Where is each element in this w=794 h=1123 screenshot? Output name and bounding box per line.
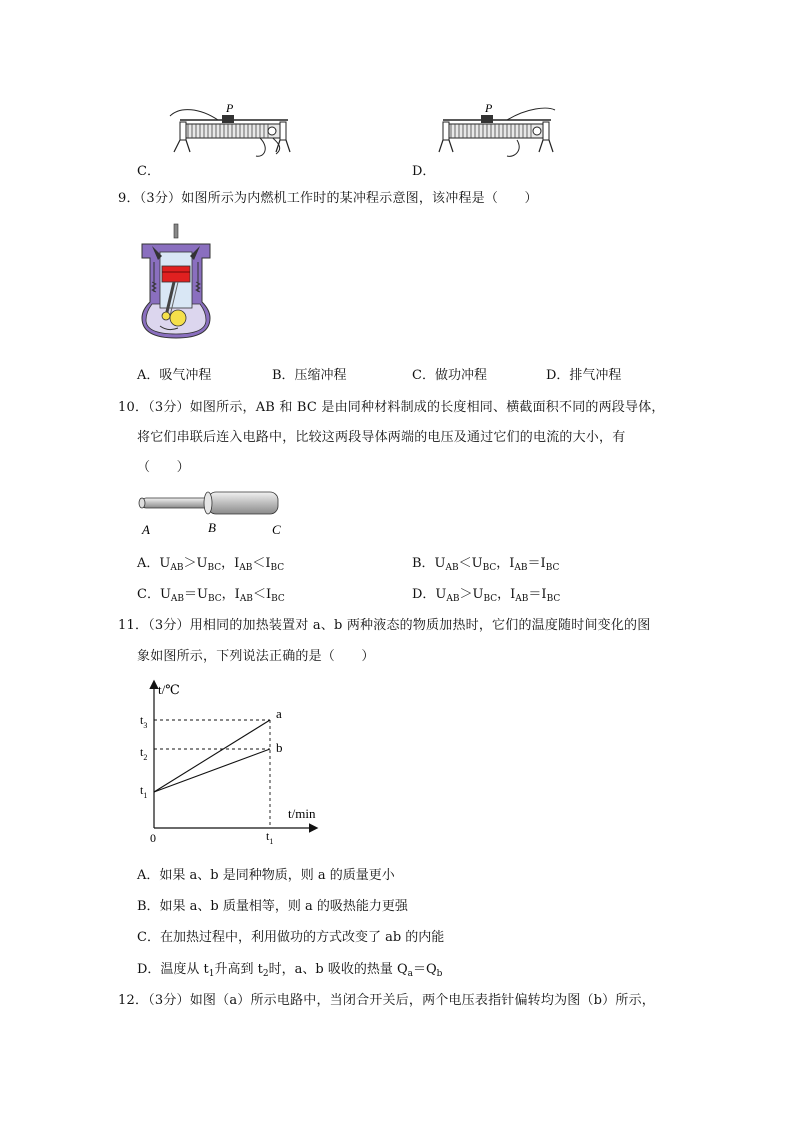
label-b: B: [208, 520, 216, 535]
q11-option-c: C．在加热过程中，利用做功的方式改变了 ab 的内能: [137, 930, 445, 945]
slider-label-p: P: [226, 101, 234, 115]
q8-option-c: C．: [137, 164, 160, 179]
y-tick-t2: $t_2$: [140, 745, 148, 762]
y-tick-t3: $t_3$: [140, 713, 148, 730]
temperature-graph: [136, 676, 336, 848]
label-a: A: [142, 522, 150, 537]
q12-stem: 12．（3分）如图（a）所示电路中，当闭合开关后，两个电压表指针偏转均为图（b）所示，: [118, 993, 655, 1008]
q9-stem: 9．（3分）如图所示为内燃机工作时的某冲程示意图，该冲程是（ ）: [118, 191, 538, 206]
y-axis-label: t/℃: [158, 682, 180, 697]
q11-option-a: A．如果 a、b 是同种物质，则 a 的质量更小: [137, 868, 395, 883]
q9-option-d: D．排气冲程: [546, 368, 622, 383]
q10-option-a: A．$U_{AB}>U_{BC}$，$I_{AB}<I_{BC}$: [137, 556, 285, 573]
q10-stem-line2: 将它们串联后连入电路中，比较这两段导体两端的电压及通过它们的电流的大小，有: [137, 430, 626, 445]
slider-label-p: P: [485, 101, 493, 115]
q9-option-c: C．做功冲程: [412, 368, 487, 383]
y-tick-t1: $t_1$: [140, 783, 148, 800]
q10-option-d: D．$U_{AB}>U_{BC}$，$I_{AB}=I_{BC}$: [412, 587, 561, 604]
q9-option-b: B．压缩冲程: [272, 368, 347, 383]
x-tick-t1: $t_1$: [266, 829, 274, 846]
q11-stem-line2: 象如图所示，下列说法正确的是（ ）: [137, 649, 375, 664]
q10-stem-line3: （ ）: [137, 460, 190, 475]
q10-option-b: B．$U_{AB}<U_{BC}$，$I_{AB}=I_{BC}$: [412, 556, 560, 573]
q8-option-d: D．: [412, 164, 436, 179]
x-axis-label: t/min: [288, 806, 316, 821]
q11-option-d: D．温度从 $t_1$升高到 $t_2$时，a、b 吸收的热量 $Q_a=Q_b$: [137, 962, 443, 979]
q11-stem-line1: 11．（3分）用相同的加热装置对 a、b 两种液态的物质加热时，它们的温度随时间变化的图: [118, 618, 651, 633]
line-b-label: b: [276, 740, 283, 755]
engine-diagram: [138, 222, 214, 340]
label-c: C: [272, 522, 281, 537]
conductor-diagram: [136, 488, 296, 540]
q10-option-c: C．$U_{AB}=U_{BC}$，$I_{AB}<I_{BC}$: [137, 587, 285, 604]
q8-figure-d: [437, 98, 577, 160]
q10-stem-line1: 10．（3分）如图所示，AB 和 BC 是由同种材料制成的长度相同、横截面积不同的两段导体，: [118, 400, 665, 415]
q9-option-a: A．吸气冲程: [137, 368, 212, 383]
origin-label: 0: [150, 831, 156, 845]
q11-option-b: B．如果 a、b 质量相等，则 a 的吸热能力更强: [137, 899, 408, 914]
line-a-label: a: [276, 706, 282, 721]
q8-figure-c: [160, 98, 300, 160]
